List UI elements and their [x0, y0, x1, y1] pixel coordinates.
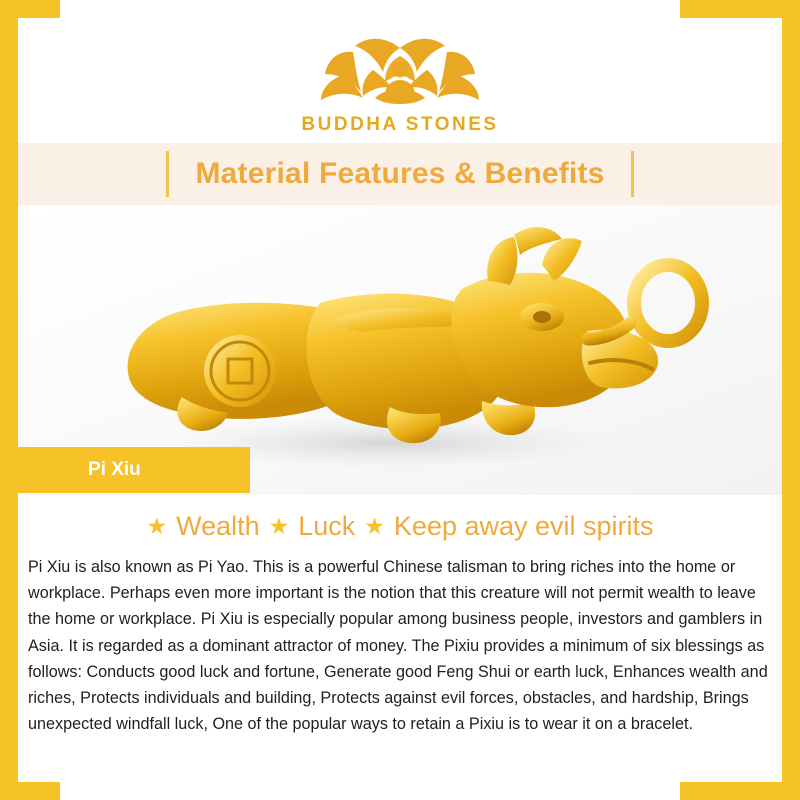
page-title: Material Features & Benefits — [195, 157, 605, 190]
star-icon: ★ — [268, 513, 290, 539]
brand-header — [18, 18, 782, 143]
brand-name: BUDDHA STONES — [301, 114, 499, 135]
benefit-item-luck: Luck — [298, 511, 356, 541]
benefit-item-evil-spirits: Keep away evil spirits — [393, 511, 654, 541]
content-body — [18, 495, 782, 782]
benefits-row — [24, 511, 776, 542]
frame-edge-middle-left — [0, 205, 18, 495]
star-icon: ★ — [146, 513, 168, 539]
title-frame — [166, 151, 633, 197]
description-paragraph: Pi Xiu is also known as Pi Yao. This is a powerful Chinese talisman to bring riches into the home or workplace. Perhaps even more important is the notion that this creature will not permit wealth to leave the home or workplace. Pi Xiu is especially popular among business people, investors and gamblers in Asia. It is regarded as a dominant attractor of money. The Pixiu provides a minimum of six blessings as follows: Conducts good luck and fortune, Generate good Feng Shui or earth luck, Enhances wealth and riches, Protects individuals and building, Protects against evil forces, obstacles, and hardship, Brings unexpected windfall luck, One of the popular ways to retain a Pixiu is to wear it on a bracelet. — [28, 558, 768, 734]
lotus-meditation-icon — [315, 30, 485, 110]
frame-edge-middle-right — [782, 205, 800, 495]
product-caption: Pi Xiu — [88, 459, 141, 480]
title-band — [18, 143, 782, 205]
product-caption-tab — [18, 447, 250, 493]
star-icon: ★ — [364, 513, 385, 539]
benefit-item-wealth: Wealth — [176, 511, 260, 541]
